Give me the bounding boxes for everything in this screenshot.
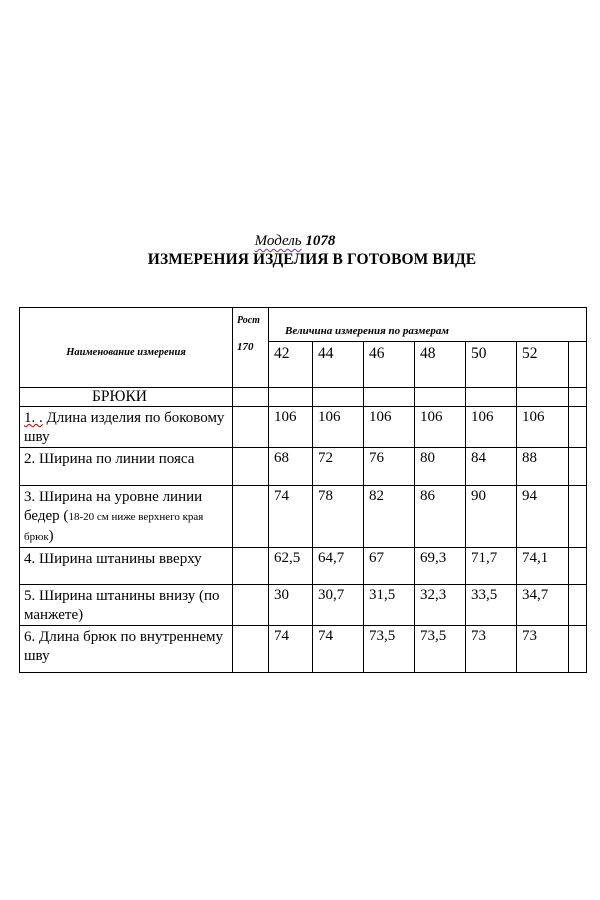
section-row <box>20 388 587 407</box>
value-cell: 72 <box>313 448 364 486</box>
row-number: 3. <box>24 489 36 505</box>
row-number: 5. <box>24 588 36 604</box>
row-number: 2. <box>24 451 36 467</box>
value-cell: 64,7 <box>313 548 364 585</box>
value-cell: 80 <box>415 448 466 486</box>
row-name <box>20 486 233 548</box>
row-name-text: Ширина по линии пояса <box>35 451 195 467</box>
col-sizes-label: Величина измерения по размерам <box>285 325 449 337</box>
value-cell: 73,5 <box>364 626 415 673</box>
value-cell: 73,5 <box>415 626 466 673</box>
row-name <box>20 548 233 585</box>
model-label: Модель <box>254 233 302 249</box>
value-cell: 106 <box>466 407 517 448</box>
header-sizes-cell <box>269 308 587 342</box>
value-cell: 90 <box>466 486 517 548</box>
value-cell: 78 <box>313 486 364 548</box>
value-cell: 34,7 <box>517 585 569 626</box>
row-name <box>20 626 233 673</box>
size-cell: 50 <box>466 342 517 388</box>
value-cell: 74 <box>269 486 313 548</box>
value-cell: 69,3 <box>415 548 466 585</box>
empty-cell <box>569 342 587 388</box>
value-cell: 84 <box>466 448 517 486</box>
header-rost-cell <box>233 308 269 388</box>
value-cell: 67 <box>364 548 415 585</box>
value-cell: 94 <box>517 486 569 548</box>
row-name-text: Ширина штанины внизу (по манжете) <box>24 588 220 623</box>
measurement-table <box>19 307 587 673</box>
table-row <box>20 585 587 626</box>
table-row <box>20 626 587 673</box>
row-note-tail: ) <box>48 528 54 544</box>
row-name-text: Ширина на уровне линии бедер ( <box>24 489 203 524</box>
row-name <box>20 407 233 448</box>
row-name <box>20 448 233 486</box>
table-row <box>20 486 587 548</box>
page-title: ИЗМЕРЕНИЯ ИЗДЕЛИЯ В ГОТОВОМ ВИДЕ <box>147 251 477 268</box>
row-name <box>20 585 233 626</box>
value-cell: 73 <box>517 626 569 673</box>
value-cell: 74 <box>313 626 364 673</box>
value-cell: 30,7 <box>313 585 364 626</box>
row-number: 6. <box>24 629 36 645</box>
value-cell: 32,3 <box>415 585 466 626</box>
size-cell: 52 <box>517 342 569 388</box>
header-name-cell <box>20 308 233 388</box>
value-cell: 73 <box>466 626 517 673</box>
row-name-text: Длина брюк по внутреннему шву <box>24 629 224 664</box>
row-number: 1. . <box>24 410 43 426</box>
value-cell: 33,5 <box>466 585 517 626</box>
value-cell: 106 <box>415 407 466 448</box>
value-cell: 106 <box>364 407 415 448</box>
row-note: 18-20 см ниже верхнего края брюк <box>24 511 204 543</box>
size-cell: 46 <box>364 342 415 388</box>
value-cell: 68 <box>269 448 313 486</box>
row-name-text: Ширина штанины вверху <box>35 551 202 567</box>
value-cell: 76 <box>364 448 415 486</box>
value-cell: 30 <box>269 585 313 626</box>
value-cell: 62,5 <box>269 548 313 585</box>
value-cell: 88 <box>517 448 569 486</box>
value-cell: 74,1 <box>517 548 569 585</box>
value-cell: 106 <box>269 407 313 448</box>
value-cell: 31,5 <box>364 585 415 626</box>
value-cell: 86 <box>415 486 466 548</box>
rost-value: 170 <box>237 341 254 353</box>
value-cell: 71,7 <box>466 548 517 585</box>
size-cell: 44 <box>313 342 364 388</box>
size-cell: 48 <box>415 342 466 388</box>
model-heading <box>0 233 590 250</box>
table-row <box>20 548 587 585</box>
value-cell: 106 <box>313 407 364 448</box>
table-row <box>20 407 587 448</box>
table-row <box>20 448 587 486</box>
row-name-text: Длина изделия по боковому шву <box>24 410 225 445</box>
size-cell: 42 <box>269 342 313 388</box>
value-cell: 82 <box>364 486 415 548</box>
value-cell: 74 <box>269 626 313 673</box>
model-number: 1078 <box>305 233 336 249</box>
section-label: БРЮКИ <box>20 388 233 407</box>
row-number: 4. <box>24 551 36 567</box>
col-name-label: Наименование измерения <box>66 347 186 358</box>
value-cell: 106 <box>517 407 569 448</box>
col-rost-label: Рост <box>237 315 260 326</box>
